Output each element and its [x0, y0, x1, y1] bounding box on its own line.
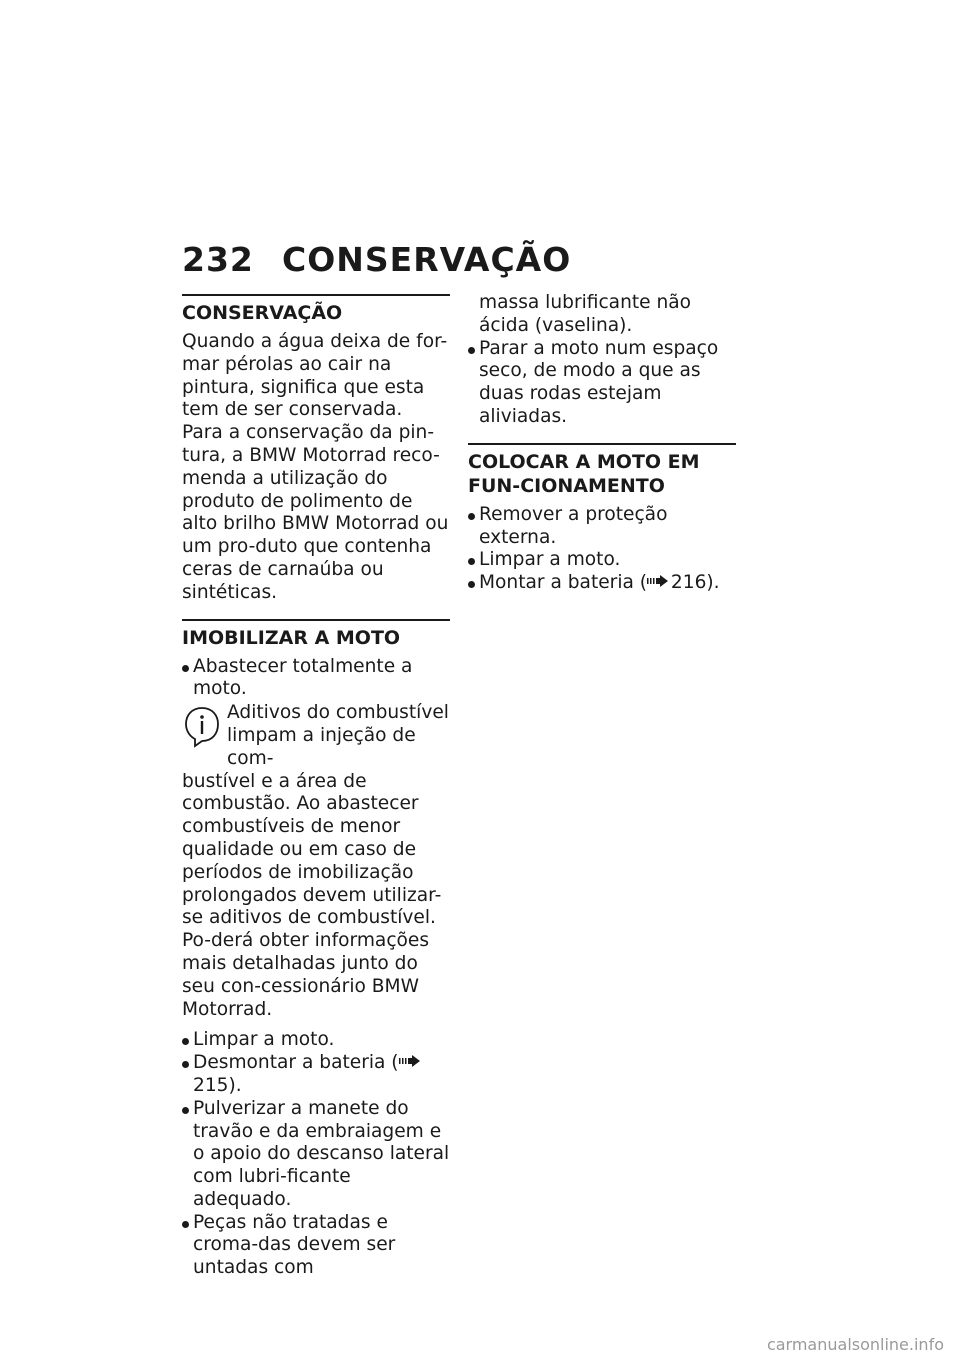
chapter-title: CONSERVAÇÃO [282, 240, 572, 279]
info-note [182, 702, 450, 1021]
list-item: Remover a proteção externa. [468, 504, 736, 550]
list-item: Montar a bateria ( 216). [468, 572, 736, 595]
info-icon [182, 705, 222, 749]
list-item-continuation: massa lubrificante não ácida (vaselina). [479, 292, 692, 336]
watermark: carmanualsonline.info [766, 1335, 944, 1354]
list-item-text: Desmontar a bateria ( [193, 1052, 399, 1074]
page-reference-arrow-icon [647, 575, 669, 587]
list-item: Limpar a moto. [468, 549, 736, 572]
page-header [182, 240, 571, 279]
list-item-text: Montar a bateria ( [479, 572, 648, 594]
note-line: Aditivos do combustível [227, 702, 449, 724]
list-item: Abastecer totalmente a moto. [182, 656, 450, 702]
page-number: 232 [182, 240, 254, 279]
section-divider [468, 443, 736, 445]
right-column [468, 292, 736, 595]
page-reference[interactable]: 215 [193, 1074, 229, 1096]
left-column [182, 294, 450, 1280]
note-text: bustível e a área de combustão. Ao abastecer combustíveis de menor qualidade ou em caso de períodos de imobilização prolongados devem utilizar-se aditivos de combustível. Po-derá obter informações mais detalhadas junto do seu con-cessionário BMW Motorrad. [182, 770, 442, 1020]
list-item: Parar a moto num espaço seco, de modo a que as duas rodas estejam aliviadas. [468, 338, 736, 429]
section-title-conservacao: CONSERVAÇÃO [182, 302, 343, 324]
section-title-colocar-em-funcionamento: COLOCAR A MOTO EM FUN-CIONAMENTO [468, 450, 700, 497]
page-reference-arrow-icon [399, 1055, 421, 1067]
section-title-imobilizar: IMOBILIZAR A MOTO [182, 626, 401, 649]
paragraph: Quando a água deixa de for-mar pérolas ao cair na pintura, significa que esta tem de ser conservada. [182, 331, 448, 421]
list-item: Peças não tratadas e croma-das devem ser untadas com [182, 1212, 450, 1280]
list-item: Pulverizar a manete do travão e da embraiagem e o apoio do descanso lateral com lubri-ficante adequado. [182, 1098, 450, 1212]
list-item: Limpar a moto. [182, 1029, 450, 1052]
section-divider [182, 619, 450, 621]
section-divider [182, 294, 450, 296]
note-line: limpam a injeção de com- [227, 724, 416, 769]
list-item: Desmontar a bateria ( 215). [182, 1052, 450, 1098]
page-reference[interactable]: 216 [670, 572, 707, 594]
paragraph: Para a conservação da pin-tura, a BMW Motorrad reco-menda a utilização do produto de polimento de alto brilho BMW Motorrad ou um pro-duto que contenha ceras de carnaúba ou sintéticas. [182, 422, 449, 603]
